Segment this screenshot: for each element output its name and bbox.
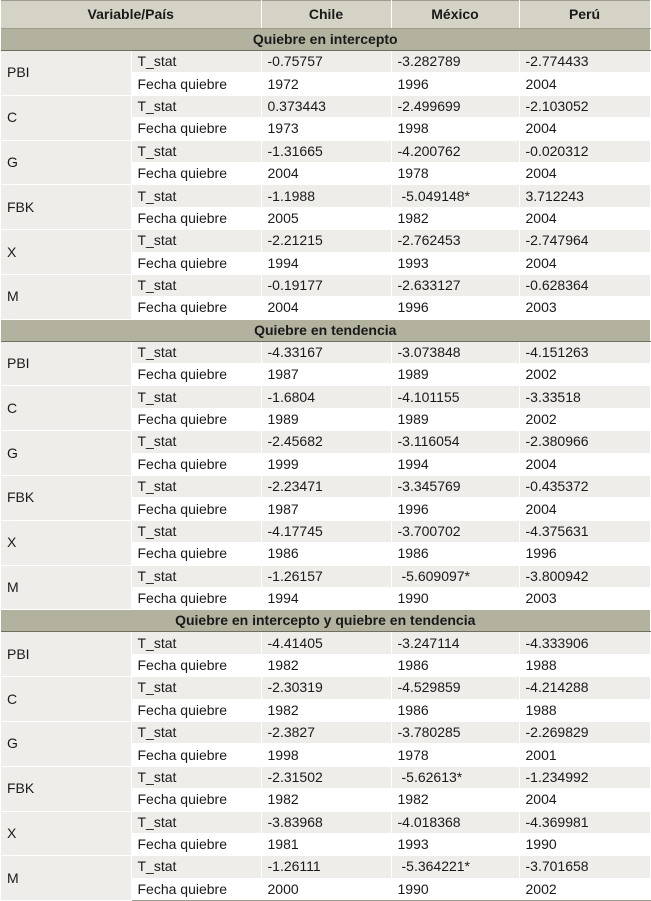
break-date-value-chile: 1987 [261,498,391,520]
tstat-value-mexico: -5.609097* [391,565,519,587]
tstat-value-peru: -2.269829 [519,721,650,743]
variable-label: FBK [1,476,131,521]
table-row-tstat [1,51,650,73]
tstat-value-mexico: -3.282789 [391,51,519,73]
break-date-value-mexico: 1986 [391,654,519,676]
header-country-chile: Chile [261,1,391,29]
tstat-label: T_stat [131,632,261,654]
break-date-value-mexico: 1996 [391,498,519,520]
tstat-label: T_stat [131,431,261,453]
header-row [1,1,650,29]
unit-root-break-table [1,0,651,901]
break-date-value-chile: 2004 [261,162,391,184]
table-row-tstat [1,230,650,252]
table-row-tstat [1,677,650,699]
tstat-label: T_stat [131,811,261,833]
break-date-label: Fecha quiebre [131,252,261,274]
break-date-value-peru: 2003 [519,297,650,319]
table-row-tstat [1,274,650,296]
tstat-value-peru: -1.234992 [519,766,650,788]
break-date-value-chile: 1999 [261,453,391,475]
tstat-label: T_stat [131,565,261,587]
tstat-value-chile: -1.26111 [261,856,391,878]
tstat-label: T_stat [131,386,261,408]
tstat-label: T_stat [131,274,261,296]
break-date-value-peru: 2004 [519,207,650,229]
break-date-value-chile: 1972 [261,73,391,95]
break-date-label: Fecha quiebre [131,878,261,900]
break-date-label: Fecha quiebre [131,543,261,565]
break-date-value-peru: 1990 [519,833,650,855]
tstat-value-peru: -3.800942 [519,565,650,587]
variable-label: M [1,274,131,319]
break-date-label: Fecha quiebre [131,453,261,475]
tstat-value-mexico: -3.700702 [391,520,519,542]
table-row-tstat [1,811,650,833]
table-row-tstat [1,766,650,788]
tstat-value-chile: -2.23471 [261,476,391,498]
tstat-value-chile: -1.31665 [261,140,391,162]
tstat-value-mexico: -4.018368 [391,811,519,833]
break-date-value-mexico: 1996 [391,297,519,319]
break-date-value-peru: 1988 [519,654,650,676]
tstat-value-peru: -0.435372 [519,476,650,498]
break-date-label: Fecha quiebre [131,408,261,430]
break-date-value-chile: 2005 [261,207,391,229]
table-row-tstat [1,95,650,117]
section-title: Quiebre en intercepto y quiebre en tendencia [1,610,650,632]
tstat-value-chile: -1.1988 [261,185,391,207]
break-date-value-mexico: 1978 [391,162,519,184]
table-body [1,29,650,901]
break-date-value-chile: 1987 [261,364,391,386]
section-title: Quiebre en intercepto [1,29,650,51]
break-date-value-mexico: 1998 [391,118,519,140]
tstat-label: T_stat [131,95,261,117]
tstat-value-mexico: -3.345769 [391,476,519,498]
header-country-peru: Perú [519,1,650,29]
break-date-value-chile: 1982 [261,654,391,676]
tstat-value-mexico: -4.200762 [391,140,519,162]
break-date-label: Fecha quiebre [131,118,261,140]
break-date-label: Fecha quiebre [131,744,261,766]
break-date-label: Fecha quiebre [131,297,261,319]
tstat-value-chile: -4.33167 [261,341,391,363]
tstat-value-mexico: -3.247114 [391,632,519,654]
table-row-tstat [1,341,650,363]
table-row-tstat [1,431,650,453]
break-date-value-mexico: 1990 [391,878,519,900]
tstat-value-mexico: -3.116054 [391,431,519,453]
tstat-label: T_stat [131,677,261,699]
tstat-value-mexico: -2.762453 [391,230,519,252]
section-header-row [1,29,650,51]
tstat-value-peru: -3.701658 [519,856,650,878]
table-row-tstat [1,140,650,162]
break-date-value-peru: 2003 [519,587,650,609]
tstat-value-peru: -2.380966 [519,431,650,453]
tstat-value-peru: -2.103052 [519,95,650,117]
break-date-value-peru: 2002 [519,364,650,386]
tstat-label: T_stat [131,856,261,878]
tstat-value-peru: -4.369981 [519,811,650,833]
break-date-value-peru: 2004 [519,73,650,95]
table-row-tstat [1,520,650,542]
tstat-value-chile: -4.17745 [261,520,391,542]
break-date-value-peru: 2002 [519,408,650,430]
tstat-value-chile: -2.21215 [261,230,391,252]
tstat-value-peru: -0.020312 [519,140,650,162]
break-date-value-mexico: 1996 [391,73,519,95]
break-date-value-mexico: 1986 [391,543,519,565]
break-date-value-mexico: 1989 [391,364,519,386]
tstat-label: T_stat [131,476,261,498]
tstat-label: T_stat [131,766,261,788]
tstat-value-chile: -3.83968 [261,811,391,833]
variable-label: PBI [1,51,131,96]
tstat-value-chile: -1.26157 [261,565,391,587]
tstat-value-mexico: -3.073848 [391,341,519,363]
break-date-value-chile: 2000 [261,878,391,900]
break-date-value-mexico: 1978 [391,744,519,766]
variable-label: X [1,230,131,275]
break-date-value-peru: 1988 [519,699,650,721]
table-row-tstat [1,185,650,207]
break-date-value-chile: 2004 [261,297,391,319]
variable-label: PBI [1,632,131,677]
break-date-value-mexico: 1986 [391,699,519,721]
break-date-label: Fecha quiebre [131,833,261,855]
variable-label: FBK [1,766,131,811]
break-date-value-chile: 1994 [261,252,391,274]
tstat-value-mexico: -5.049148* [391,185,519,207]
table-row-tstat [1,565,650,587]
tstat-value-chile: -4.41405 [261,632,391,654]
break-date-value-mexico: 1993 [391,833,519,855]
tstat-value-peru: -2.774433 [519,51,650,73]
break-date-value-chile: 1982 [261,699,391,721]
break-date-label: Fecha quiebre [131,162,261,184]
section-header-row [1,610,650,632]
tstat-label: T_stat [131,721,261,743]
break-date-value-mexico: 1993 [391,252,519,274]
variable-label: C [1,677,131,722]
break-date-value-chile: 1998 [261,744,391,766]
break-date-value-mexico: 1989 [391,408,519,430]
variable-label: X [1,811,131,856]
break-date-value-chile: 1994 [261,587,391,609]
tstat-value-peru: -2.747964 [519,230,650,252]
break-date-value-chile: 1973 [261,118,391,140]
variable-label: G [1,721,131,766]
tstat-label: T_stat [131,185,261,207]
variable-label: X [1,520,131,565]
variable-label: C [1,386,131,431]
tstat-value-mexico: -2.633127 [391,274,519,296]
tstat-value-mexico: -3.780285 [391,721,519,743]
section-header-row [1,319,650,341]
break-date-label: Fecha quiebre [131,789,261,811]
variable-label: M [1,856,131,901]
table-header [1,1,650,29]
break-date-label: Fecha quiebre [131,654,261,676]
tstat-value-chile: -2.45682 [261,431,391,453]
tstat-label: T_stat [131,51,261,73]
table-row-tstat [1,386,650,408]
header-variable: Variable/País [1,1,261,29]
tstat-value-mexico: -4.101155 [391,386,519,408]
tstat-label: T_stat [131,140,261,162]
break-date-value-chile: 1981 [261,833,391,855]
tstat-value-mexico: -4.529859 [391,677,519,699]
tstat-value-mexico: -5.364221* [391,856,519,878]
table-row-tstat [1,632,650,654]
tstat-value-peru: 3.712243 [519,185,650,207]
break-date-value-mexico: 1994 [391,453,519,475]
tstat-value-peru: -4.333906 [519,632,650,654]
tstat-value-peru: -4.214288 [519,677,650,699]
tstat-label: T_stat [131,341,261,363]
break-date-value-peru: 2004 [519,453,650,475]
tstat-value-chile: -0.19177 [261,274,391,296]
break-date-value-peru: 1996 [519,543,650,565]
tstat-value-mexico: -2.499699 [391,95,519,117]
tstat-label: T_stat [131,230,261,252]
break-date-value-mexico: 1982 [391,789,519,811]
break-date-value-mexico: 1982 [391,207,519,229]
break-date-value-chile: 1989 [261,408,391,430]
tstat-value-mexico: -5.62613* [391,766,519,788]
table-row-tstat [1,721,650,743]
tstat-value-chile: -0.75757 [261,51,391,73]
variable-label: C [1,95,131,140]
variable-label: G [1,431,131,476]
tstat-value-peru: -4.151263 [519,341,650,363]
variable-label: G [1,140,131,185]
break-date-value-chile: 1982 [261,789,391,811]
variable-label: PBI [1,341,131,386]
variable-label: FBK [1,185,131,230]
break-date-value-peru: 2004 [519,498,650,520]
break-date-value-peru: 2004 [519,118,650,140]
break-date-value-peru: 2001 [519,744,650,766]
tstat-label: T_stat [131,520,261,542]
table-row-tstat [1,476,650,498]
break-date-label: Fecha quiebre [131,498,261,520]
section-title: Quiebre en tendencia [1,319,650,341]
tstat-value-chile: 0.373443 [261,95,391,117]
break-date-label: Fecha quiebre [131,73,261,95]
tstat-value-chile: -2.31502 [261,766,391,788]
variable-label: M [1,565,131,610]
header-country-mexico: México [391,1,519,29]
break-date-value-peru: 2002 [519,878,650,900]
table-row-tstat [1,856,650,878]
break-date-label: Fecha quiebre [131,207,261,229]
break-date-label: Fecha quiebre [131,364,261,386]
break-date-label: Fecha quiebre [131,699,261,721]
break-date-value-chile: 1986 [261,543,391,565]
tstat-value-peru: -4.375631 [519,520,650,542]
break-date-label: Fecha quiebre [131,587,261,609]
break-date-value-mexico: 1990 [391,587,519,609]
break-date-value-peru: 2004 [519,252,650,274]
tstat-value-chile: -1.6804 [261,386,391,408]
break-date-value-peru: 2004 [519,162,650,184]
tstat-value-chile: -2.30319 [261,677,391,699]
tstat-value-peru: -3.33518 [519,386,650,408]
tstat-value-peru: -0.628364 [519,274,650,296]
break-date-value-peru: 2004 [519,789,650,811]
tstat-value-chile: -2.3827 [261,721,391,743]
